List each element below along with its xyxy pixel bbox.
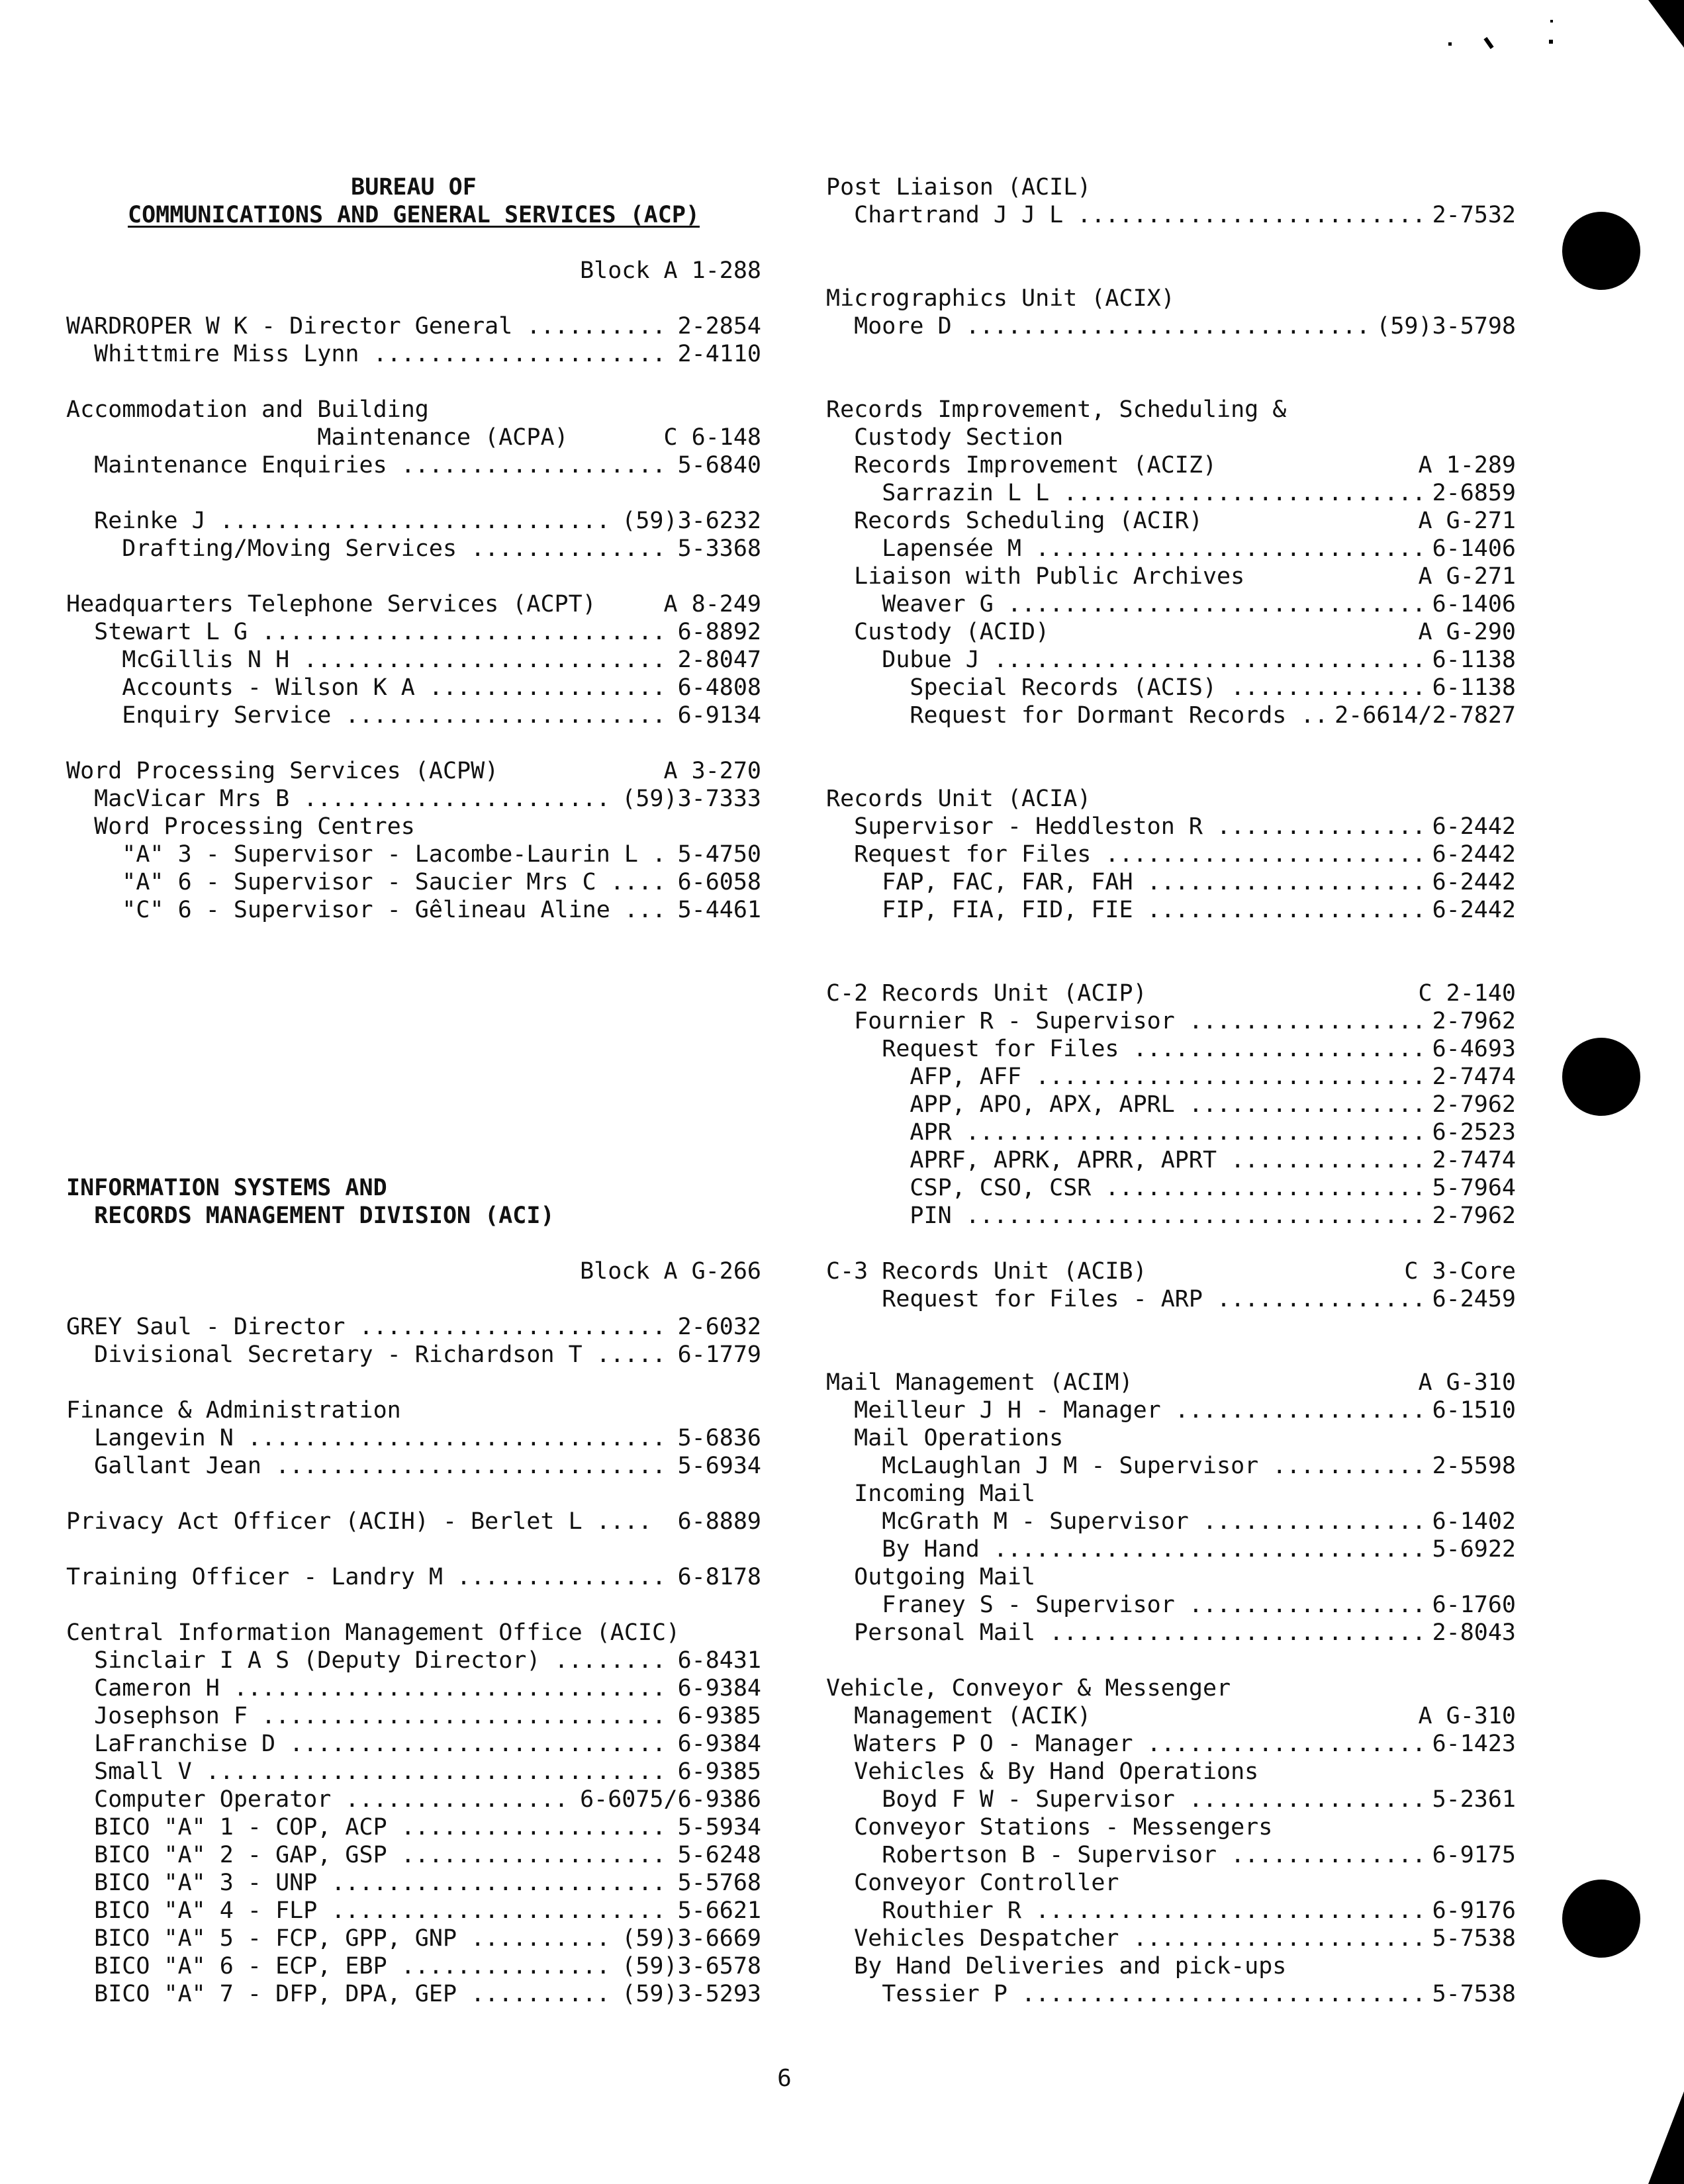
entry-text: Records Unit (ACIA) bbox=[826, 786, 1092, 812]
entry-phone: 2-7962 bbox=[1432, 1203, 1516, 1229]
directory-entry bbox=[66, 813, 761, 841]
section-heading bbox=[66, 201, 761, 229]
entry-phone: 2-4110 bbox=[677, 341, 761, 367]
entry-text: Divisional Secretary - Richardson T ..... bbox=[66, 1342, 667, 1368]
directory-entry bbox=[826, 1396, 1516, 1424]
entry-text: BICO "A" 6 - ECP, EBP ............... bbox=[66, 1953, 610, 1979]
scan-speck bbox=[1483, 37, 1493, 49]
directory-entry bbox=[826, 1508, 1516, 1535]
entry-phone: 6-9176 bbox=[1432, 1897, 1516, 1924]
entry-text: RECORDS MANAGEMENT DIVISION (ACI) bbox=[66, 1203, 555, 1229]
entry-phone: 6-1406 bbox=[1432, 591, 1516, 617]
page-number: 6 bbox=[777, 2065, 792, 2092]
entry-phone: 6-4808 bbox=[677, 674, 761, 701]
entry-phone: 6-6058 bbox=[677, 869, 761, 895]
entry-phone: 6-1138 bbox=[1432, 647, 1516, 673]
directory-entry bbox=[826, 785, 1516, 813]
directory-entry bbox=[66, 1563, 761, 1591]
directory-entry bbox=[66, 1341, 761, 1369]
directory-entry bbox=[826, 1841, 1516, 1869]
entry-text: AFP, AFF ............................ bbox=[826, 1064, 1427, 1090]
scan-corner-mark bbox=[1648, 0, 1684, 53]
entry-text: MacVicar Mrs B ...................... bbox=[66, 786, 610, 812]
entry-phone: 6-9385 bbox=[677, 1758, 761, 1785]
entry-text: Mail Management (ACIM) bbox=[826, 1369, 1133, 1396]
entry-phone: 2-6614/2-7827 bbox=[1334, 702, 1516, 729]
entry-phone: 6-8889 bbox=[677, 1508, 761, 1535]
entry-text: Privacy Act Officer (ACIH) - Berlet L .... bbox=[66, 1508, 653, 1535]
entry-text: Vehicles & By Hand Operations bbox=[826, 1758, 1259, 1785]
directory-entry bbox=[826, 1118, 1516, 1146]
section-heading bbox=[66, 1174, 761, 1202]
entry-phone: Block A G-266 bbox=[580, 1258, 761, 1285]
entry-text: PIN ................................. bbox=[826, 1203, 1427, 1229]
entry-phone: 2-2854 bbox=[677, 313, 761, 340]
entry-phone: 6-6075/6-9386 bbox=[580, 1786, 761, 1813]
entry-text: BICO "A" 3 - UNP ........................ bbox=[66, 1870, 667, 1896]
entry-phone: 6-9175 bbox=[1432, 1842, 1516, 1868]
directory-entry bbox=[66, 257, 761, 285]
directory-entry bbox=[826, 1202, 1516, 1230]
entry-text: INFORMATION SYSTEMS AND bbox=[66, 1175, 387, 1201]
entry-text: Vehicle, Conveyor & Messenger bbox=[826, 1675, 1231, 1702]
scan-speck bbox=[1550, 20, 1553, 23]
punch-hole bbox=[1562, 1880, 1640, 1958]
directory-entry bbox=[826, 1813, 1516, 1841]
entry-phone: (59)3-6232 bbox=[622, 508, 761, 534]
entry-text: Robertson B - Supervisor .............. bbox=[826, 1842, 1427, 1868]
entry-phone: 6-9384 bbox=[677, 1675, 761, 1702]
entry-text: FIP, FIA, FID, FIE .................... bbox=[826, 897, 1427, 923]
directory-entry bbox=[66, 785, 761, 813]
entry-text: Langevin N .............................. bbox=[66, 1425, 667, 1451]
entry-text: Josephson F ............................. bbox=[66, 1703, 667, 1729]
entry-text: Accounts - Wilson K A ................. bbox=[66, 674, 667, 701]
entry-phone: 5-5934 bbox=[677, 1814, 761, 1841]
entry-phone: 5-7538 bbox=[1432, 1981, 1516, 2007]
entry-phone: (59)3-5293 bbox=[622, 1981, 761, 2007]
directory-entry bbox=[826, 563, 1516, 590]
directory-entry bbox=[66, 618, 761, 646]
entry-phone: 5-6836 bbox=[677, 1425, 761, 1451]
entry-text: Request for Dormant Records .. bbox=[826, 702, 1329, 729]
directory-entry bbox=[826, 1591, 1516, 1619]
entry-text: COMMUNICATIONS AND GENERAL SERVICES (ACP) bbox=[128, 202, 700, 228]
entry-phone: 2-7532 bbox=[1432, 202, 1516, 228]
directory-entry bbox=[826, 479, 1516, 507]
entry-text: Tessier P ............................. bbox=[826, 1981, 1427, 2007]
section-heading bbox=[66, 1202, 761, 1230]
directory-entry bbox=[66, 396, 761, 424]
entry-text: Maintenance (ACPA) bbox=[66, 424, 569, 451]
entry-text: Sarrazin L L .......................... bbox=[826, 480, 1427, 506]
directory-entry bbox=[66, 702, 761, 729]
entry-phone: 6-1779 bbox=[677, 1342, 761, 1368]
directory-entry bbox=[826, 896, 1516, 924]
entry-phone: (59)3-5798 bbox=[1376, 313, 1516, 340]
directory-entry bbox=[826, 1535, 1516, 1563]
directory-entry bbox=[826, 451, 1516, 479]
entry-phone: 2-7962 bbox=[1432, 1091, 1516, 1118]
directory-entry bbox=[826, 1257, 1516, 1285]
entry-text: Franey S - Supervisor ................. bbox=[826, 1592, 1427, 1618]
entry-text: Moore D ............................. bbox=[826, 313, 1370, 340]
entry-text: Supervisor - Heddleston R ............... bbox=[826, 813, 1427, 840]
directory-entry bbox=[826, 173, 1516, 201]
directory-entry bbox=[826, 813, 1516, 841]
entry-text: Custody (ACID) bbox=[826, 619, 1050, 645]
entry-text: "A" 3 - Supervisor - Lacombe-Laurin L . bbox=[66, 841, 667, 868]
directory-entry bbox=[66, 1702, 761, 1730]
directory-entry bbox=[66, 340, 761, 368]
entry-phone: 6-9384 bbox=[677, 1731, 761, 1757]
entry-text: Personal Mail ........................... bbox=[826, 1619, 1427, 1646]
directory-entry bbox=[826, 1091, 1516, 1118]
entry-text: Enquiry Service ....................... bbox=[66, 702, 667, 729]
entry-phone: 2-7962 bbox=[1432, 1008, 1516, 1034]
entry-text: BICO "A" 4 - FLP ........................ bbox=[66, 1897, 667, 1924]
entry-phone: 2-6032 bbox=[677, 1314, 761, 1340]
entry-phone: 2-7474 bbox=[1432, 1064, 1516, 1090]
directory-entry bbox=[826, 312, 1516, 340]
directory-entry bbox=[826, 1702, 1516, 1730]
directory-entry bbox=[66, 1396, 761, 1424]
directory-entry bbox=[66, 1730, 761, 1758]
entry-text: Outgoing Mail bbox=[826, 1564, 1036, 1590]
directory-entry bbox=[826, 1063, 1516, 1091]
entry-text: Request for Files - ARP ............... bbox=[826, 1286, 1427, 1312]
directory-entry bbox=[66, 674, 761, 702]
punch-hole bbox=[1562, 212, 1640, 290]
directory-entry bbox=[66, 424, 761, 451]
entry-text: By Hand ............................... bbox=[826, 1536, 1427, 1563]
scan-speck bbox=[1448, 42, 1452, 46]
directory-entry bbox=[66, 1869, 761, 1897]
entry-phone: 6-2442 bbox=[1432, 869, 1516, 895]
entry-text: Gallant Jean ............................ bbox=[66, 1453, 667, 1479]
directory-entry bbox=[826, 1369, 1516, 1396]
directory-entry bbox=[66, 896, 761, 924]
entry-phone: 5-6621 bbox=[677, 1897, 761, 1924]
directory-entry bbox=[826, 285, 1516, 312]
entry-text: Routhier R ............................ bbox=[826, 1897, 1427, 1924]
entry-phone: 6-1510 bbox=[1432, 1397, 1516, 1424]
directory-entry bbox=[66, 1813, 761, 1841]
entry-text: McLaughlan J M - Supervisor ........... bbox=[826, 1453, 1427, 1479]
entry-text: Drafting/Moving Services .............. bbox=[66, 535, 667, 562]
entry-phone: A 8-249 bbox=[663, 591, 761, 617]
directory-entry bbox=[826, 1480, 1516, 1508]
entry-phone: 6-1760 bbox=[1432, 1592, 1516, 1618]
entry-text: "A" 6 - Supervisor - Saucier Mrs C .... bbox=[66, 869, 667, 895]
entry-text: Headquarters Telephone Services (ACPT) bbox=[66, 591, 596, 617]
entry-text: Micrographics Unit (ACIX) bbox=[826, 285, 1175, 312]
entry-phone: Block A 1-288 bbox=[580, 257, 761, 284]
entry-text: Whittmire Miss Lynn ..................... bbox=[66, 341, 667, 367]
directory-entry bbox=[66, 1925, 761, 1952]
entry-text: BICO "A" 2 - GAP, GSP ................... bbox=[66, 1842, 667, 1868]
scan-speck bbox=[1549, 40, 1553, 44]
entry-text: Weaver G .............................. bbox=[826, 591, 1427, 617]
entry-phone: 6-9385 bbox=[677, 1703, 761, 1729]
entry-phone: 6-1138 bbox=[1432, 674, 1516, 701]
entry-text: Chartrand J J L ......................... bbox=[826, 202, 1427, 228]
entry-phone: 5-3368 bbox=[677, 535, 761, 562]
directory-entry bbox=[826, 1869, 1516, 1897]
entry-phone: 6-2442 bbox=[1432, 841, 1516, 868]
entry-phone: A G-271 bbox=[1418, 563, 1516, 590]
entry-text: Maintenance Enquiries ................... bbox=[66, 452, 667, 478]
entry-text: McGrath M - Supervisor ................ bbox=[826, 1508, 1427, 1535]
entry-phone: 5-6248 bbox=[677, 1842, 761, 1868]
entry-text: Word Processing Centres bbox=[66, 813, 415, 840]
entry-phone: 2-8043 bbox=[1432, 1619, 1516, 1646]
entry-text: BICO "A" 1 - COP, ACP ................... bbox=[66, 1814, 667, 1841]
directory-entry bbox=[66, 535, 761, 563]
entry-text: APR ................................. bbox=[826, 1119, 1427, 1146]
directory-entry bbox=[66, 507, 761, 535]
entry-text: Mail Operations bbox=[826, 1425, 1064, 1451]
entry-text: Custody Section bbox=[826, 424, 1064, 451]
directory-entry bbox=[66, 1674, 761, 1702]
entry-phone: 2-6859 bbox=[1432, 480, 1516, 506]
entry-phone: (59)3-6578 bbox=[622, 1953, 761, 1979]
entry-text: CSP, CSO, CSR ....................... bbox=[826, 1175, 1427, 1201]
entry-phone: 6-2523 bbox=[1432, 1119, 1516, 1146]
scan-corner-mark bbox=[1635, 2091, 1684, 2184]
directory-entry bbox=[826, 1925, 1516, 1952]
directory-entry bbox=[826, 1452, 1516, 1480]
entry-text: Conveyor Stations - Messengers bbox=[826, 1814, 1273, 1841]
entry-text: Small V ................................. bbox=[66, 1758, 667, 1785]
entry-text: Central Information Management Office (ACIC) bbox=[66, 1619, 680, 1646]
directory-entry bbox=[66, 1313, 761, 1341]
entry-phone: 5-7964 bbox=[1432, 1175, 1516, 1201]
entry-phone: A G-290 bbox=[1418, 619, 1516, 645]
directory-entry bbox=[826, 1146, 1516, 1174]
directory-entry bbox=[826, 424, 1516, 451]
directory-entry bbox=[66, 451, 761, 479]
entry-phone: 6-4693 bbox=[1432, 1036, 1516, 1062]
entry-text: Special Records (ACIS) .............. bbox=[826, 674, 1427, 701]
entry-phone: A G-271 bbox=[1418, 508, 1516, 534]
directory-entry bbox=[826, 646, 1516, 674]
entry-text: Computer Operator ................ bbox=[66, 1786, 569, 1813]
directory-entry bbox=[66, 1952, 761, 1980]
entry-text: Lapensée M ............................ bbox=[826, 535, 1427, 562]
entry-text: McGillis N H .......................... bbox=[66, 647, 667, 673]
entry-phone: 5-2361 bbox=[1432, 1786, 1516, 1813]
entry-text: Records Scheduling (ACIR) bbox=[826, 508, 1203, 534]
entry-phone: A 3-270 bbox=[663, 758, 761, 784]
directory-entry bbox=[826, 868, 1516, 896]
directory-entry bbox=[826, 1758, 1516, 1786]
directory-entry bbox=[66, 1758, 761, 1786]
directory-entry bbox=[66, 1841, 761, 1869]
entry-text: APRF, APRK, APRR, APRT .............. bbox=[826, 1147, 1427, 1173]
entry-phone: 5-5768 bbox=[677, 1870, 761, 1896]
directory-entry bbox=[66, 1424, 761, 1452]
directory-entry bbox=[66, 590, 761, 618]
entry-text: Sinclair I A S (Deputy Director) ........ bbox=[66, 1647, 667, 1674]
directory-entry bbox=[826, 979, 1516, 1007]
directory-entry bbox=[826, 535, 1516, 563]
directory-entry bbox=[66, 1786, 761, 1813]
entry-phone: C 3-Core bbox=[1404, 1258, 1516, 1285]
entry-phone: 5-4461 bbox=[677, 897, 761, 923]
directory-entry bbox=[826, 841, 1516, 868]
entry-text: BICO "A" 5 - FCP, GPP, GNP .......... bbox=[66, 1925, 610, 1952]
entry-text: Post Liaison (ACIL) bbox=[826, 174, 1092, 201]
entry-text: Waters P O - Manager .................... bbox=[826, 1731, 1427, 1757]
directory-entry bbox=[66, 1257, 761, 1285]
directory-entry bbox=[66, 757, 761, 785]
entry-text: FAP, FAC, FAR, FAH .................... bbox=[826, 869, 1427, 895]
directory-entry bbox=[66, 1508, 761, 1535]
entry-phone: 2-7474 bbox=[1432, 1147, 1516, 1173]
entry-text: WARDROPER W K - Director General .......... bbox=[66, 313, 667, 340]
entry-phone: A G-310 bbox=[1418, 1369, 1516, 1396]
entry-text: Records Improvement (ACIZ) bbox=[826, 452, 1217, 478]
directory-entry bbox=[66, 841, 761, 868]
entry-phone: 6-2459 bbox=[1432, 1286, 1516, 1312]
entry-text: C-3 Records Unit (ACIB) bbox=[826, 1258, 1147, 1285]
entry-text: Finance & Administration bbox=[66, 1397, 401, 1424]
entry-phone: 6-1402 bbox=[1432, 1508, 1516, 1535]
directory-entry bbox=[66, 1897, 761, 1925]
directory-entry bbox=[826, 674, 1516, 702]
entry-phone: 6-2442 bbox=[1432, 897, 1516, 923]
entry-text: Training Officer - Landry M ............... bbox=[66, 1564, 667, 1590]
directory-entry bbox=[826, 1730, 1516, 1758]
entry-phone: 5-6934 bbox=[677, 1453, 761, 1479]
entry-text: "C" 6 - Supervisor - Gêlineau Aline ... bbox=[66, 897, 667, 923]
directory-entry bbox=[826, 1980, 1516, 2008]
directory-entry bbox=[66, 312, 761, 340]
directory-entry bbox=[826, 1035, 1516, 1063]
entry-phone: 6-8892 bbox=[677, 619, 761, 645]
entry-phone: 5-4750 bbox=[677, 841, 761, 868]
entry-text: By Hand Deliveries and pick-ups bbox=[826, 1953, 1287, 1979]
directory-entry bbox=[826, 618, 1516, 646]
directory-entry bbox=[826, 201, 1516, 229]
directory-entry bbox=[826, 1285, 1516, 1313]
entry-phone: A G-310 bbox=[1418, 1703, 1516, 1729]
directory-entry bbox=[826, 1897, 1516, 1925]
directory-entry bbox=[826, 702, 1516, 729]
entry-text: Conveyor Controller bbox=[826, 1870, 1119, 1896]
directory-entry bbox=[826, 1952, 1516, 1980]
entry-phone: 2-8047 bbox=[677, 647, 761, 673]
entry-phone: 6-1406 bbox=[1432, 535, 1516, 562]
entry-phone: C 6-148 bbox=[663, 424, 761, 451]
entry-phone: (59)3-7333 bbox=[622, 786, 761, 812]
directory-entry bbox=[826, 396, 1516, 424]
entry-text: Reinke J ............................ bbox=[66, 508, 610, 534]
directory-entry bbox=[826, 1786, 1516, 1813]
directory-entry bbox=[826, 1007, 1516, 1035]
directory-entry bbox=[66, 868, 761, 896]
entry-text: C-2 Records Unit (ACIP) bbox=[826, 980, 1147, 1007]
entry-phone: 6-8431 bbox=[677, 1647, 761, 1674]
directory-entry bbox=[826, 1563, 1516, 1591]
entry-text: Dubue J ............................... bbox=[826, 647, 1427, 673]
directory-entry bbox=[826, 1424, 1516, 1452]
directory-entry bbox=[66, 646, 761, 674]
entry-text: Request for Files ..................... bbox=[826, 1036, 1427, 1062]
entry-phone: 6-8178 bbox=[677, 1564, 761, 1590]
entry-phone: (59)3-6669 bbox=[622, 1925, 761, 1952]
entry-text: GREY Saul - Director ...................... bbox=[66, 1314, 667, 1340]
entry-text: Vehicles Despatcher ..................... bbox=[826, 1925, 1427, 1952]
entry-text: Boyd F W - Supervisor ................. bbox=[826, 1786, 1427, 1813]
entry-phone: 5-6922 bbox=[1432, 1536, 1516, 1563]
entry-text: Accommodation and Building bbox=[66, 396, 429, 423]
directory-entry bbox=[66, 1452, 761, 1480]
directory-entry bbox=[66, 1619, 761, 1647]
entry-phone: 5-6840 bbox=[677, 452, 761, 478]
entry-text: Stewart L G ............................. bbox=[66, 619, 667, 645]
directory-entry bbox=[826, 590, 1516, 618]
directory-entry bbox=[826, 507, 1516, 535]
entry-text: Fournier R - Supervisor ................. bbox=[826, 1008, 1427, 1034]
entry-text: BICO "A" 7 - DFP, DPA, GEP .......... bbox=[66, 1981, 610, 2007]
entry-phone: 6-2442 bbox=[1432, 813, 1516, 840]
entry-text: APP, APO, APX, APRL ................. bbox=[826, 1091, 1427, 1118]
entry-phone: 2-5598 bbox=[1432, 1453, 1516, 1479]
entry-text: Liaison with Public Archives bbox=[826, 563, 1245, 590]
directory-entry bbox=[826, 1619, 1516, 1647]
entry-text: LaFranchise D ........................... bbox=[66, 1731, 667, 1757]
directory-entry bbox=[66, 1647, 761, 1674]
entry-text: Cameron H ............................... bbox=[66, 1675, 667, 1702]
directory-entry bbox=[826, 1174, 1516, 1202]
entry-text: Request for Files ....................... bbox=[826, 841, 1427, 868]
entry-text: Meilleur J H - Manager .................. bbox=[826, 1397, 1427, 1424]
entry-text: Incoming Mail bbox=[826, 1480, 1036, 1507]
directory-entry bbox=[66, 1980, 761, 2008]
entry-phone: A 1-289 bbox=[1418, 452, 1516, 478]
entry-text: BUREAU OF bbox=[351, 174, 477, 201]
entry-text: Word Processing Services (ACPW) bbox=[66, 758, 499, 784]
directory-entry bbox=[826, 1674, 1516, 1702]
section-heading bbox=[66, 173, 761, 201]
entry-phone: C 2-140 bbox=[1418, 980, 1516, 1007]
entry-phone: 6-1423 bbox=[1432, 1731, 1516, 1757]
entry-text: Management (ACIK) bbox=[826, 1703, 1092, 1729]
entry-text: Records Improvement, Scheduling & bbox=[826, 396, 1287, 423]
entry-phone: 6-9134 bbox=[677, 702, 761, 729]
entry-phone: 5-7538 bbox=[1432, 1925, 1516, 1952]
punch-hole bbox=[1562, 1038, 1640, 1116]
